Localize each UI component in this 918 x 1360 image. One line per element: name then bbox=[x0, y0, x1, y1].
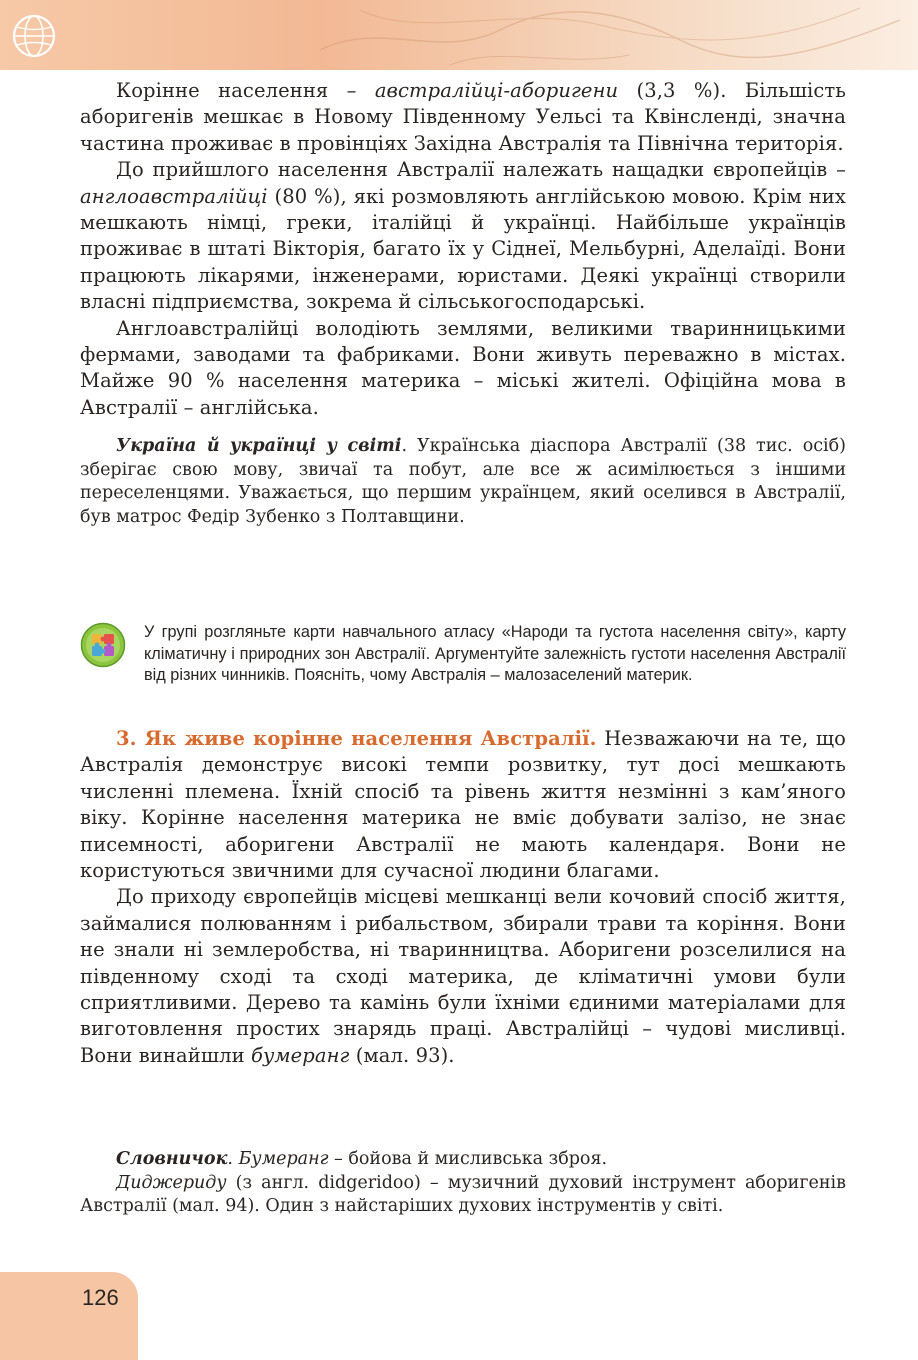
term-boomerang: бумеранг bbox=[250, 1043, 350, 1067]
paragraph-indigenous bbox=[80, 78, 846, 157]
text-span: (80 %), які розмовляють англійською мовою. Крім них мешкають німці, греки, італійці й українці. Найбільше українців проживає в штаті Вікторія, багато їх у Сіднеї, Мельбурні, Аделаїді. Вони працюють лікарями, інженерами, юристами. Деякі українці створили власні підприємства, зокрема й сільськогосподарські. bbox=[80, 184, 846, 314]
puzzle-icon bbox=[80, 622, 126, 668]
term-aborigines: австралійці-аборигени bbox=[374, 79, 619, 102]
text-span: (мал. 93). bbox=[349, 1043, 455, 1067]
globe-icon bbox=[10, 12, 58, 60]
main-text bbox=[80, 78, 846, 529]
page-number: 126 bbox=[82, 1285, 119, 1310]
text-span: До приходу європейців місцеві мешканці вели кочовий спосіб життя, займалися полюванням і рибальством, збирали трави та коріння. Вони не знали ні землеробства, ні тваринництва. Аборигени розселилися на південному сході та сході материка, де кліматичні умови були сприятливими. Дерево та камінь були їхніми єдиними матеріалами для виготовлення простих знарядь праці. Австралійці – чудові мисливці. Вони винайшли bbox=[80, 885, 846, 1067]
section-3-paragraph-2 bbox=[80, 884, 846, 1069]
section-3-paragraph-1 bbox=[80, 726, 846, 884]
punct: . bbox=[227, 1149, 239, 1169]
section-3 bbox=[80, 726, 846, 1069]
note-ukraine bbox=[80, 435, 846, 529]
glossary-term: Бумеранг bbox=[238, 1149, 329, 1169]
glossary-boomerang bbox=[80, 1148, 846, 1172]
term-anglo-australians: англоавстралійці bbox=[80, 184, 268, 208]
glossary-title: Словничок bbox=[116, 1149, 228, 1169]
note-text: . Українська діаспора Австралії (38 тис. осіб) зберігає свою мову, звичаї та побут, але все ж асимілюється з іншими переселенцями. Уважається, що першим українцем, який оселився в Австралії, був матрос Федір Зубенко з Полтавщини. bbox=[80, 436, 846, 527]
top-banner bbox=[0, 0, 918, 70]
section-3-heading: 3. Як живе корінне населення Австралії. bbox=[116, 727, 597, 750]
text-span: Незважаючи на те, що Австралія демонструє високі темпи розвитку, тут досі мешкають численні племена. Їхній спосіб та рівень життя незмінні з кам’яного віку. Корінне населення материка не вміє добувати залізо, не знає писемності, аборигени Австралії не мають календаря. Вони не користуються звичними для сучасної людини благами. bbox=[80, 727, 846, 883]
paragraph-immigrants bbox=[80, 157, 846, 315]
glossary-term: Диджериду bbox=[116, 1172, 227, 1193]
text-span: Корінне населення – bbox=[116, 79, 375, 102]
text-span: (3,3 %). Більшість аборигенів мешкає в Новому Південному Уельсі та Квінсленді, значна частина проживає в провінціях Західна Австралія та Північна територія. bbox=[80, 79, 846, 155]
group-task bbox=[80, 620, 846, 716]
text-span: До прийшлого населення Австралії належать нащадки європейців – bbox=[116, 158, 846, 182]
glossary-definition: – бойова й мисливська зброя. bbox=[328, 1149, 608, 1169]
map-decoration bbox=[300, 0, 918, 70]
paragraph-anglo: Англоавстралійці володіють землями, великими тваринницькими фермами, заводами та фабриками. Вони живуть переважно в містах. Майже 90 % населення материка – міські жителі. Офіційна мова в Австралії – англійська. bbox=[80, 316, 846, 419]
glossary-definition: (з англ. didgeridoo) – музичний духовий інструмент аборигенів Австралії (мал. 94). Один з найстаріших духових інструментів у світі. bbox=[80, 1172, 846, 1216]
note-title: Україна й українці у світі bbox=[116, 436, 402, 457]
glossary-didgeridoo bbox=[80, 1172, 846, 1219]
task-text: У групі розгляньте карти навчального атласу «Народи та густота населення світу», карту кліматичну і природних зон Австралії. Аргументуйте залежність густоти населення Австралії від різних чинників. Поясніть, чому Австралія – малозаселений материк. bbox=[144, 623, 846, 685]
glossary bbox=[80, 1148, 846, 1219]
